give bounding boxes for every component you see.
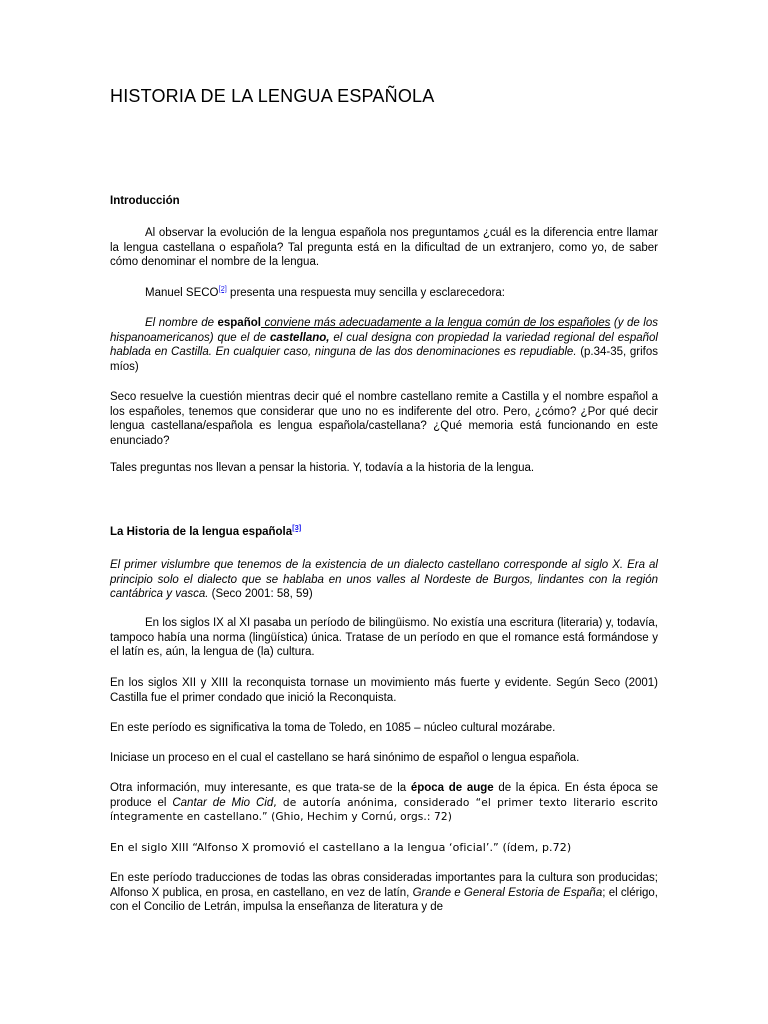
history-heading-text: La Historia de la lengua española <box>110 526 293 538</box>
p8-part-c: ; el clérigo, con el Concilio de Letrán, impulsa la enseñanza de literatura y de <box>110 886 658 914</box>
seco-quote <box>110 316 658 374</box>
quote-part-d: (y de los hispanoamericanos) que el de <box>110 317 658 344</box>
history-paragraph-3: En los siglos XII y XIII la reconquista tornase un movimiento más fuerte y evidente. Según Seco (2001) Castilla fue el primer condado que inició la Reconquista. <box>110 677 658 704</box>
section-heading-introduccion: Introducción <box>110 195 180 207</box>
footnote-link-3[interactable]: [3] <box>292 523 302 533</box>
history-quote-source: (Seco 2001: 58, 59) <box>208 588 313 601</box>
history-paragraph-8 <box>110 871 658 915</box>
footnote-link-2[interactable]: [2] <box>218 284 227 294</box>
quote-part-underlined: conviene más adecuadamente a la lengua común de los españoles <box>260 317 611 329</box>
history-paragraph-6 <box>110 781 658 825</box>
p8-estoria-title: Grande e General Estoria de España <box>412 886 603 899</box>
history-paragraph-4: En este período es significativa la toma de Toledo, en 1085 – núcleo cultural mozárabe. <box>110 722 556 734</box>
quote-part-a: El nombre de <box>145 317 218 329</box>
author-name: Manuel SECO <box>145 287 219 299</box>
history-paragraph-1 <box>110 558 658 602</box>
p7-quote: En el siglo XIII “Alfonso X promovió el castellano a la lengua ‘oficial’.” <box>110 841 499 854</box>
p6-part-e: , de autoría anónima, considerado “el primer texto literario escrito íntegramente en castellano.” <box>110 796 658 824</box>
intro-paragraph-4: Tales preguntas nos llevan a pensar la historia. Y, todavía a la historia de la lengua. <box>110 462 535 474</box>
intro-paragraph-2 <box>110 286 658 301</box>
document-title: HISTORIA DE LA LENGUA ESPAÑOLA <box>110 86 435 106</box>
intro-paragraph-3: Seco resuelve la cuestión mientras decir qué el nombre castellano remite a Castilla y el nombre español a los españoles, tenemos que considerar que uno no es indiferente del otro. Pero, ¿cómo? ¿Por qué decir lengua castellana/española es lengua española/castellana? ¿Qué memoria está funcionando en este enunciado? <box>110 391 658 447</box>
p6-source: (Ghio, Hechim y Cornú, orgs.: 72) <box>267 811 452 824</box>
intro-paragraph-1: Al observar la evolución de la lengua española nos preguntamos ¿cuál es la diferencia entre llamar la lengua castellana o española? Tal pregunta está en la dificultad de un extranjero, como yo, de saber cómo denominar el nombre de la lengua. <box>110 227 658 269</box>
history-paragraph-2: En los siglos IX al XI pasaba un período de bilingüismo. No existía una escritura (literaria) y, todavía, tampoco había una norma (lingüística) única. Tratase de un período en que el romance está formándose y el latín es, aún, la lengua de (la) cultura. <box>110 617 658 659</box>
p6-epoca-de-auge: época de auge <box>410 782 494 794</box>
history-paragraph-7 <box>110 841 658 856</box>
p7-source: (ídem, p.72) <box>498 841 572 854</box>
section-heading-historia <box>110 523 302 538</box>
quote-part-espanol: español <box>217 317 261 329</box>
p6-part-a: Otra información, muy interesante, es que trata-se de la <box>110 782 411 794</box>
intro-paragraph-2-text: presenta una respuesta muy sencilla y esclarecedora: <box>226 287 505 299</box>
quote-part-f: el cual designa con propiedad la variedad regional del español hablada en Castilla. En cualquier caso, ninguna de las dos denominaciones es repudiable. <box>110 331 658 359</box>
p8-part-a: En este período traducciones de todas las obras consideradas importantes para la cultura son producidas; Alfonso X publica, en prosa, en castellano, en vez de latín, <box>110 872 658 899</box>
quote-source: (p.34-35, grifos míos) <box>110 346 658 373</box>
p6-cantar-de-mio-cid: Cantar de Mio Cid <box>172 796 274 809</box>
history-paragraph-5: Iniciase un proceso en el cual el castellano se hará sinónimo de español o lengua española. <box>110 752 580 764</box>
p6-part-c: de la épica. En ésta época se produce el <box>110 782 659 809</box>
quote-part-castellano: castellano, <box>270 331 330 344</box>
history-quote: El primer vislumbre que tenemos de la existencia de un dialecto castellano corresponde al siglo X. Era al principio solo el dialecto que se hablaba en unos valles al Nordeste de Burgos, lindantes con la región cantábrica y vasca. <box>110 559 658 601</box>
